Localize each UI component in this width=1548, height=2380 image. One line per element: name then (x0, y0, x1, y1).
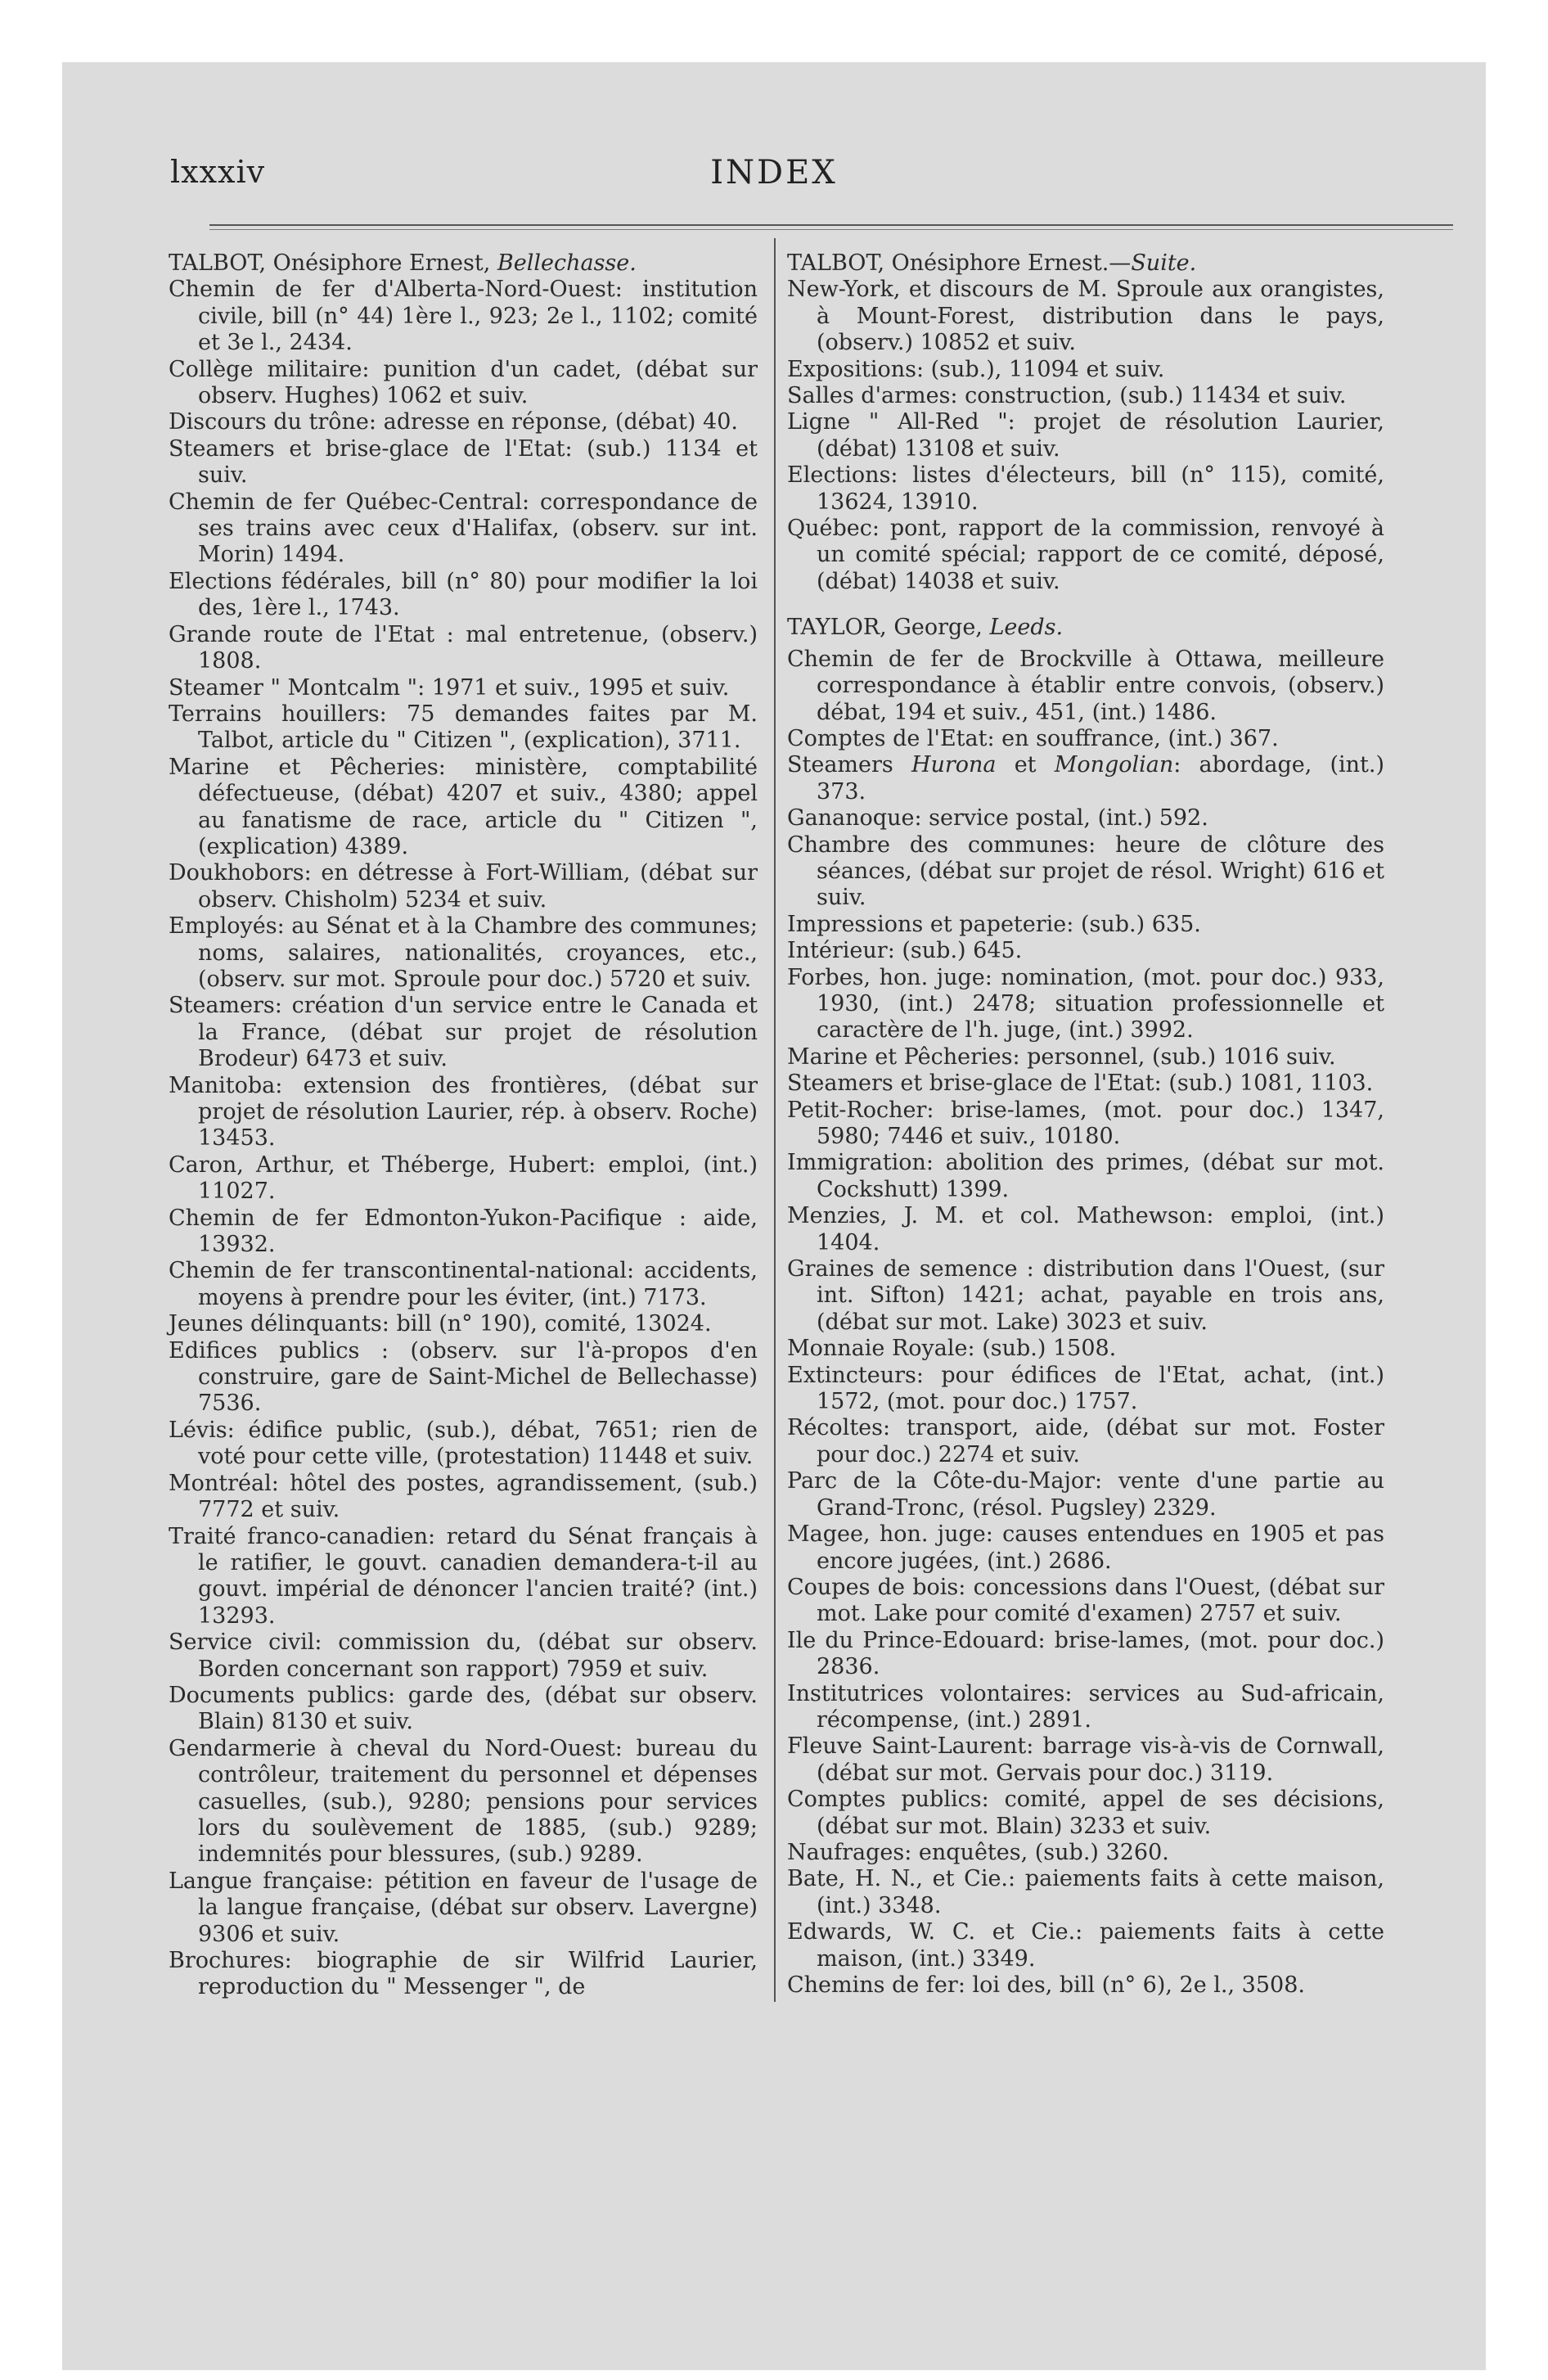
column-divider (774, 238, 776, 2002)
index-entry: Langue française: pétition en faveur de l'usage de la langue française, (débat sur observ. Lavergne) 9306 et suiv. (169, 1868, 758, 1947)
index-entry: Expositions: (sub.), 11094 et suiv. (787, 356, 1165, 382)
index-entry: Discours du trône: adresse en réponse, (débat) 40. (169, 409, 738, 435)
section-gap (787, 595, 1384, 615)
index-entry: Steamer " Montcalm ": 1971 et suiv., 1995 et suiv. (169, 674, 730, 701)
suite-label: Suite. (1131, 250, 1197, 276)
index-entry: Edwards, W. C. et Cie.: paiements faits à cette maison, (int.) 3349. (787, 1919, 1384, 1972)
index-entry: Salles d'armes: construction, (sub.) 11434 et suiv. (787, 383, 1347, 409)
index-entry: Chemin de fer Québec-Central: correspondance de ses trains avec ceux d'Halifax, (observ. sur int. Morin) 1494. (169, 489, 758, 568)
index-entry: Manitoba: extension des frontières, (débat sur projet de résolution Laurier, rép. à observ. Roche) 13453. (169, 1072, 758, 1152)
index-entry-steamers: Steamers Hurona et Mongolian: abordage, (int.) 373. (787, 752, 1384, 805)
index-entry: Marine et Pêcheries: personnel, (sub.) 1016 suiv. (787, 1044, 1336, 1070)
index-entry: Lévis: édifice public, (sub.), débat, 7651; rien de voté pour cette ville, (protestation) 11448 et suiv. (169, 1417, 758, 1470)
index-entry: Bate, H. N., et Cie.: paiements faits à cette maison, (int.) 3348. (787, 1866, 1384, 1918)
index-entry: Québec: pont, rapport de la commission, renvoyé à un comité spécial; rapport de ce comité, déposé, (débat) 14038 et suiv. (787, 516, 1384, 594)
left-entry-list (169, 277, 758, 2000)
left-column (169, 250, 758, 2001)
index-entry: Impressions et papeterie: (sub.) 635. (787, 911, 1201, 937)
index-entry: Menzies, J. M. et col. Mathewson: emploi, (int.) 1404. (787, 1203, 1384, 1255)
index-entry: Gananoque: service postal, (int.) 592. (787, 805, 1208, 832)
index-entry: Documents publics: garde des, (débat sur observ. Blain) 8130 et suiv. (169, 1682, 758, 1735)
index-entry: Fleuve Saint-Laurent: barrage vis-à-vis de Cornwall, (débat sur mot. Gervais pour doc.) 3119. (787, 1733, 1384, 1786)
page-number: lxxxiv (170, 154, 266, 190)
index-entry: Terrains houillers: 75 demandes faites par M. Talbot, article du " Citizen ", (explication), 3711. (169, 701, 758, 754)
index-entry: Forbes, hon. juge: nomination, (mot. pour doc.) 933, 1930, (int.) 2478; situation professionnelle et caractère de l'h. juge, (int.) 3992. (787, 964, 1384, 1044)
index-entry: Steamers et brise-glace de l'Etat: (sub.) 1081, 1103. (787, 1071, 1374, 1097)
index-entry: Chemin de fer transcontinental-national: accidents, moyens à prendre pour les éviter, (int.) 7173. (169, 1258, 758, 1310)
index-entry: Comptes publics: comité, appel de ses décisions, (débat sur mot. Blain) 3233 et suiv. (787, 1787, 1384, 1839)
index-entry: Brochures: biographie de sir Wilfrid Laurier, reproduction du " Messenger ", de (169, 1948, 758, 2000)
index-entry: Chemin de fer d'Alberta-Nord-Ouest: institution civile, bill (n° 44) 1ère l., 923; 2e l., 1102; comité et 3e l., 2434. (169, 277, 758, 356)
index-entry: Intérieur: (sub.) 645. (787, 938, 1023, 964)
index-entry: Immigration: abolition des primes, (débat sur mot. Cockshutt) 1399. (787, 1150, 1384, 1202)
index-entry: Jeunes délinquants: bill (n° 190), comité, 13024. (169, 1311, 712, 1337)
index-entry: Chemin de fer de Brockville à Ottawa, meilleure correspondance à établir entre convois, (observ.) débat, 194 et suiv., 451, (int.) 1486. (787, 646, 1384, 725)
page-title: INDEX (710, 154, 838, 192)
index-entry: Chemin de fer Edmonton-Yukon-Pacifique : aide, 13932. (169, 1205, 758, 1258)
index-entry: Steamers et brise-glace de l'Etat: (sub.) 1134 et suiv. (169, 435, 758, 489)
index-entry: Récoltes: transport, aide, (débat sur mot. Foster pour doc.) 2274 et suiv. (787, 1415, 1384, 1467)
riding-name: Bellechasse. (497, 250, 637, 276)
member-heading-continued: TALBOT, Onésiphore Ernest.—Suite. (787, 250, 1197, 276)
index-entry: Elections fédérales, bill (n° 80) pour modifier la loi des, 1ère l., 1743. (169, 568, 758, 621)
index-page (62, 62, 1486, 2370)
scanned-page-background (62, 62, 1486, 2370)
right-entry-list (787, 277, 1384, 595)
ship-name: Hurona (911, 752, 997, 778)
index-entry: Chambre des communes: heure de clôture des séances, (débat sur projet de résol. Wright) 616 et suiv. (787, 832, 1384, 911)
index-entry: Institutrices volontaires: services au Sud-africain, récompense, (int.) 2891. (787, 1680, 1384, 1733)
index-entry: Ile du Prince-Edouard: brise-lames, (mot. pour doc.) 2836. (787, 1627, 1384, 1680)
index-entry: Caron, Arthur, et Théberge, Hubert: emploi, (int.) 11027. (169, 1152, 758, 1205)
right-column (787, 250, 1384, 1999)
index-entry: Gendarmerie à cheval du Nord-Ouest: bureau du contrôleur, traitement du personnel et dépenses casuelles, (sub.), 9280; pensions pour services lors du soulèvement de 1885, (sub.) 9289; indemnités pour blessures, (sub.) 9289. (169, 1735, 758, 1868)
member-heading: TALBOT, Onésiphore Ernest, Bellechasse. (169, 250, 637, 276)
index-entry: Magee, hon. juge: causes entendues en 1905 et pas encore jugées, (int.) 2686. (787, 1521, 1384, 1574)
index-entry: Steamers: création d'un service entre le Canada et la France, (débat sur projet de résolution Brodeur) 6473 et suiv. (169, 993, 758, 1072)
index-entry: Chemins de fer: loi des, bill (n° 6), 2e l., 3508. (787, 1972, 1305, 1998)
index-entry: Coupes de bois: concessions dans l'Ouest, (débat sur mot. Lake pour comité d'examen) 2757 et suiv. (787, 1574, 1384, 1627)
index-entry: Doukhobors: en détresse à Fort-William, (débat sur observ. Chisholm) 5234 et suiv. (169, 860, 758, 913)
index-entry: Ligne " All-Red ": projet de résolution Laurier, (débat) 13108 et suiv. (787, 409, 1384, 462)
index-entry: Comptes de l'Etat: en souffrance, (int.) 367. (787, 725, 1279, 751)
ship-name: Mongolian (1054, 752, 1174, 778)
riding-name: Leeds. (989, 615, 1064, 641)
index-entry: Collège militaire: punition d'un cadet, (débat sur observ. Hughes) 1062 et suiv. (169, 356, 758, 409)
member-heading-taylor: TAYLOR, George, Leeds. (787, 615, 1064, 641)
index-entry: New-York, et discours de M. Sproule aux orangistes, à Mount-Forest, distribution dans le pays, (observ.) 10852 et suiv. (787, 277, 1384, 356)
index-entry: Monnaie Royale: (sub.) 1508. (787, 1336, 1117, 1362)
index-entry: Traité franco-canadien: retard du Sénat français à le ratifier, le gouvt. canadien demandera-t-il au gouvt. impérial de dénoncer l'ancien traité? (int.) 13293. (169, 1523, 758, 1629)
index-entry: Parc de la Côte-du-Major: vente d'une partie au Grand-Tronc, (résol. Pugsley) 2329. (787, 1468, 1384, 1521)
taylor-entry-list (787, 805, 1384, 1999)
index-entry: Marine et Pêcheries: ministère, comptabilité défectueuse, (débat) 4207 et suiv., 4380; appel au fanatisme de race, article du " Citizen ", (explication) 4389. (169, 754, 758, 859)
index-entry: Graines de semence : distribution dans l'Ouest, (sur int. Sifton) 1421; achat, payable en trois ans, (débat sur mot. Lake) 3023 et suiv. (787, 1256, 1384, 1335)
page-header (62, 154, 1486, 203)
index-entry: Petit-Rocher: brise-lames, (mot. pour doc.) 1347, 5980; 7446 et suiv., 10180. (787, 1097, 1384, 1149)
index-entry: Extincteurs: pour édifices de l'Etat, achat, (int.) 1572, (mot. pour doc.) 1757. (787, 1362, 1384, 1415)
header-rule-thin (209, 229, 1453, 230)
index-entry: Grande route de l'Etat : mal entretenue, (observ.) 1808. (169, 621, 758, 674)
index-entry: Montréal: hôtel des postes, agrandissement, (sub.) 7772 et suiv. (169, 1470, 758, 1523)
index-entry: Employés: au Sénat et à la Chambre des communes; noms, salaires, nationalités, croyances, etc., (observ. sur mot. Sproule pour doc.) 5720 et suiv. (169, 913, 758, 992)
index-entry: Elections: listes d'électeurs, bill (n° 115), comité, 13624, 13910. (787, 462, 1384, 515)
index-entry: Edifices publics : (observ. sur l'à-propos d'en construire, gare de Saint-Michel de Bellechasse) 7536. (169, 1337, 758, 1417)
index-entry: Service civil: commission du, (débat sur observ. Borden concernant son rapport) 7959 et suiv. (169, 1629, 758, 1682)
index-entry: Naufrages: enquêtes, (sub.) 3260. (787, 1839, 1169, 1865)
header-rule (209, 224, 1453, 226)
